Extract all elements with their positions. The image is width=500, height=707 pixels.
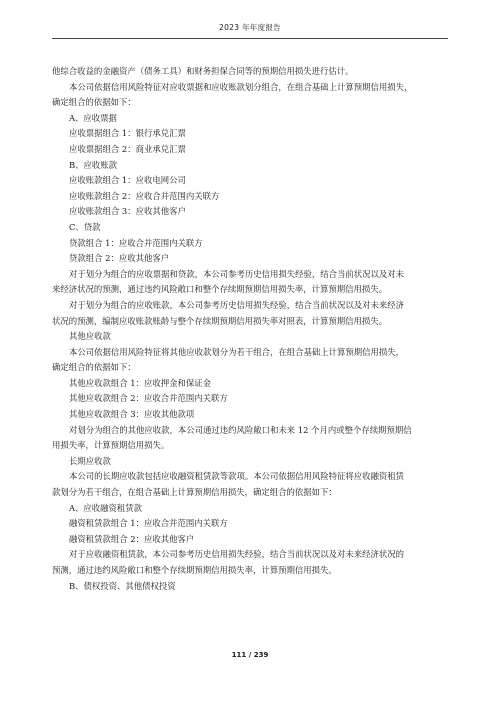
text-line: 对于应收融资租赁款，本公司参考历史信用损失经验，结合当前状况以及对未来经济状况的 <box>69 549 404 560</box>
text-line: 状况的预测，编制应收账款账龄与整个存续期预期信用损失率对照表，计算预期信用损失。 <box>52 315 387 326</box>
text-line: 其他应收款组合 1：应收押金和保证金 <box>69 377 211 388</box>
text-line: 融资租赁款组合 1：应收合并范围内关联方 <box>69 518 228 529</box>
text-line: C、贷款 <box>69 221 101 232</box>
text-line: A、应收票据 <box>69 112 117 123</box>
body-text <box>52 64 448 594</box>
text-line: 应收票据组合 1：银行承兑汇票 <box>69 128 186 139</box>
text-line: 本公司的长期应收款包括应收融资租赁款等款项。本公司依据信用风险特征将应收融资租赁 <box>69 471 404 482</box>
text-line: 对于划分为组合的应收票据和贷款，本公司参考历史信用损失经验，结合当前状况以及对未 <box>69 268 404 279</box>
text-line: 应收票据组合 2：商业承兑汇票 <box>69 143 186 154</box>
text-line: B、应收账款 <box>69 159 118 170</box>
text-line: 对于划分为组合的应收账款，本公司参考历史信用损失经验，结合当前状况以及对未来经济 <box>69 299 404 310</box>
text-line: 贷款组合 2：应收其他客户 <box>69 253 170 264</box>
text-line: A、应收融资租赁款 <box>69 502 143 513</box>
text-line: 预测，通过违约风险敞口和整个存续期预期信用损失率，计算预期信用损失。 <box>52 565 337 575</box>
text-line: 其他应收款组合 3：应收其他款项 <box>69 409 195 420</box>
text-line: 用损失率，计算预期信用损失。 <box>52 440 170 451</box>
text-line: 本公司依据信用风险特征将其他应收款划分为若干组合，在组合基础上计算预期信用损失， <box>69 346 404 357</box>
text-line: 他综合收益的金融资产（债务工具）和财务担保合同等的预期信用损失进行估计。 <box>52 66 354 76</box>
text-line: 应收账款组合 3：应收其他客户 <box>69 206 186 217</box>
text-line: 应收账款组合 1：应收电网公司 <box>69 175 186 186</box>
header-divider <box>52 38 448 39</box>
page-number: 111 / 239 <box>231 651 269 659</box>
text-line: 融资租赁款组合 2：应收其他客户 <box>69 533 195 544</box>
text-line: 贷款组合 1：应收合并范围内关联方 <box>69 237 203 248</box>
text-line: B、债权投资、其他债权投资 <box>69 580 176 591</box>
text-line: 对划分为组合的其他应收款，本公司通过违约风险敞口和未来 12 个月内或整个存续期预期信 <box>69 424 412 435</box>
text-line: 长期应收款 <box>69 455 111 466</box>
text-line: 确定组合的依据如下： <box>52 97 136 108</box>
text-line: 本公司依据信用风险特征对应收票据和应收账款划分组合，在组合基础上计算预期信用损失， <box>69 81 413 92</box>
text-line: 款划分为若干组合，在组合基础上计算预期信用损失，确定组合的依据如下： <box>52 487 337 498</box>
text-line: 来经济状况的预测，通过违约风险敞口和整个存续期预期信用损失率，计算预期信用损失。 <box>52 284 387 295</box>
text-line: 其他应收款组合 2：应收合并范围内关联方 <box>69 393 228 404</box>
page-header: 2023 年年度报告 <box>219 23 281 32</box>
text-line: 应收账款组合 2：应收合并范围内关联方 <box>69 190 220 201</box>
text-line: 确定组合的依据如下： <box>52 362 136 373</box>
text-line: 其他应收款 <box>69 331 111 342</box>
